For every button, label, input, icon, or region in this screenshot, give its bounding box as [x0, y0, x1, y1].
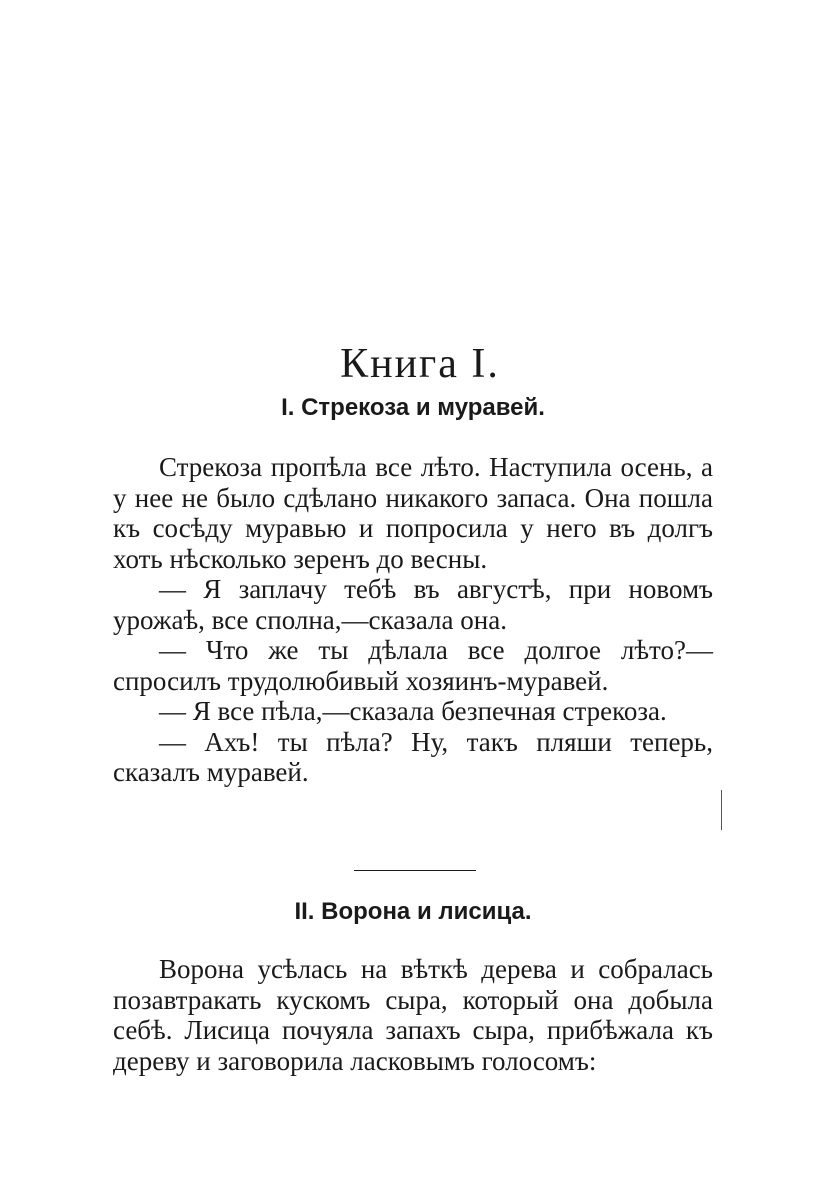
fable-2-title: II. Ворона и лисица. — [294, 898, 532, 925]
section-divider — [354, 870, 476, 871]
fable-1-title: I. Стрекоза и муравей. — [281, 394, 545, 421]
fable-2-text — [113, 954, 713, 1076]
fable-1-paragraph: — Ахъ! ты пѣла? Ну, такъ пляши теперь, сказалъ муравей. — [113, 726, 713, 787]
fable-section-2 — [113, 898, 713, 1076]
fable-1-paragraph: — Я все пѣла,—сказала безпечная стрекоза. — [159, 696, 667, 726]
fable-1-text — [113, 452, 713, 788]
fable-2-paragraph: Ворона усѣлась на вѣткѣ дерева и собралась позавтракать кускомъ сыра, который она добыла себѣ. Лисица почуяла запахъ сыра, прибѣжала къ дереву и заговорила ласковымъ голосомъ: — [113, 954, 713, 1076]
fable-section-1 — [113, 394, 713, 788]
book-title: Книга I. — [340, 341, 500, 388]
fable-1-paragraph: — Что же ты дѣлала все долгое лѣто?— спросилъ трудолюбивый хозяинъ-муравей. — [113, 635, 713, 696]
fable-1-paragraph: Стрекоза пропѣла все лѣто. Наступила осень, а у нее не было сдѣлано никакого запаса. Она пошла къ сосѣду муравью и попросила у него въ долгъ хоть нѣсколько зеренъ до весны. — [113, 452, 713, 574]
fable-1-paragraph: — Я заплачу тебѣ въ августѣ, при новомъ урожаѣ, все сполна,—сказала она. — [113, 574, 713, 635]
margin-mark — [721, 790, 723, 830]
